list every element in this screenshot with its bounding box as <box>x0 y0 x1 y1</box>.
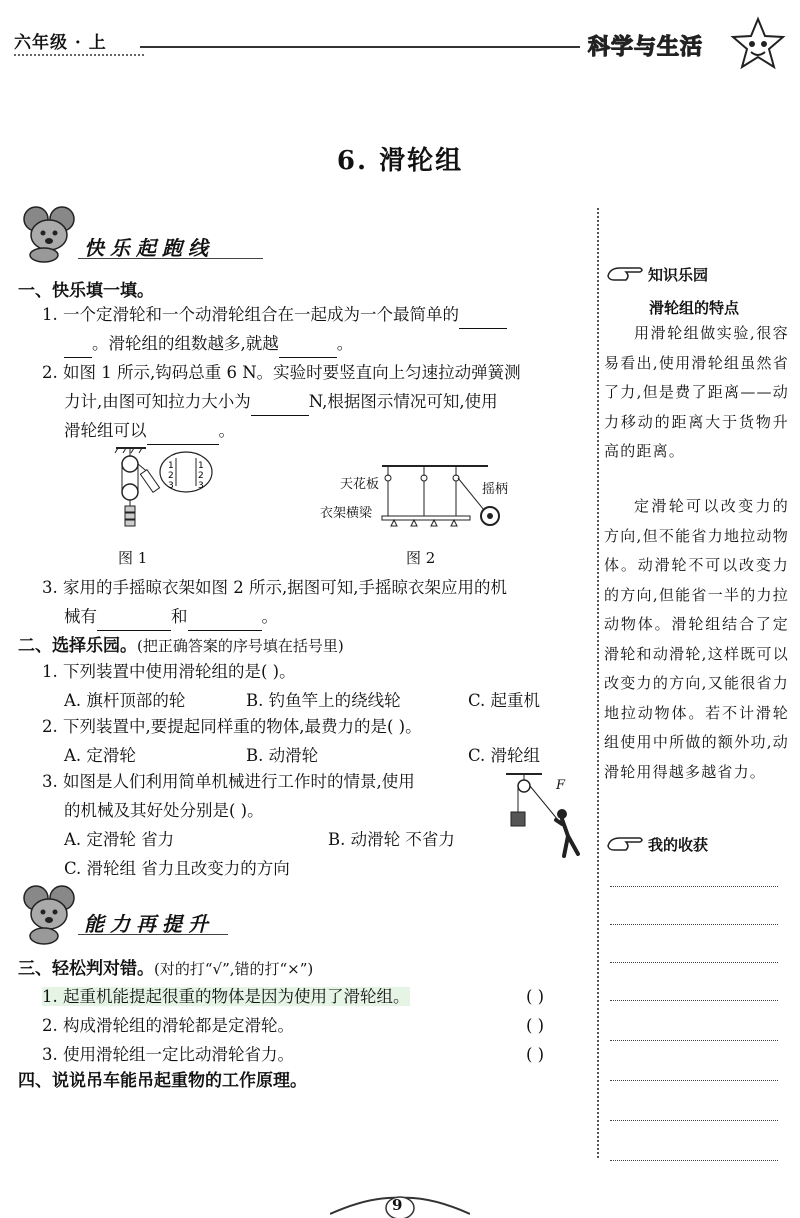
svg-text:3: 3 <box>198 481 204 491</box>
pulley-block-figure <box>110 446 220 540</box>
lesson-title: 6. 滑轮组 <box>336 146 464 176</box>
notes-line[interactable] <box>610 886 778 887</box>
q1-item3-end: 。 <box>261 607 278 626</box>
fig2-label-handle: 摇柄 <box>482 482 509 497</box>
answer-blank[interactable] <box>97 612 171 631</box>
notes-line[interactable] <box>610 1160 778 1161</box>
banner-underline <box>78 258 263 259</box>
option[interactable]: A. 定滑轮 <box>64 746 136 765</box>
judge-item: 1. 起重机能提起很重的物体是因为使用了滑轮组。 <box>42 987 410 1006</box>
option[interactable]: B. 动滑轮 <box>246 746 319 765</box>
q1-item1-text: 1. 一个定滑轮和一个动滑轮组合在一起成为一个最简单的 <box>42 305 459 324</box>
header-rule <box>140 46 580 48</box>
sidebar-heading-harvest: 我的收获 <box>648 836 709 854</box>
sidebar-paragraph: 用滑轮组做实验,很容易看出,使用滑轮组虽然省了力,但是费了距离——动力移动的距离大于货物升高的距离。 <box>604 324 789 460</box>
judge-item: 2. 构成滑轮组的滑轮都是定滑轮。 <box>42 1016 294 1035</box>
option[interactable]: A. 定滑轮 省力 <box>64 830 175 849</box>
notes-line[interactable] <box>610 1000 778 1001</box>
notes-line[interactable] <box>610 962 778 963</box>
grade-label: 六年级 · 上 <box>14 33 107 53</box>
notes-line[interactable] <box>610 1080 778 1081</box>
q1-item1-end: 。 <box>336 334 354 353</box>
q1-item2-text-3: N,根据图示情况可知,使用 <box>308 392 498 411</box>
force-label: F <box>556 778 566 793</box>
section-banner-advance: 能力再提升 <box>84 912 214 936</box>
q1-item2-text: 2. 如图 1 所示,钩码总重 6 N。实验时要竖直向上匀速拉动弹簧测 <box>42 363 521 382</box>
answer-paren[interactable]: ( ) <box>526 987 545 1006</box>
answer-paren[interactable]: ( ) <box>526 1045 545 1064</box>
column-divider <box>597 208 599 1158</box>
answer-blank[interactable] <box>147 426 219 445</box>
svg-text:1: 1 <box>168 461 174 471</box>
svg-text:2: 2 <box>198 471 204 481</box>
fig2-label-ceiling: 天花板 <box>340 477 380 492</box>
q1-item3-text-3: 和 <box>171 607 188 626</box>
book-title: 科学与生活 <box>588 34 704 60</box>
question-heading-judge: 三、轻松判对错。 <box>18 959 154 979</box>
svg-text:3: 3 <box>168 481 174 491</box>
mouse-mascot-icon <box>14 884 82 946</box>
sidebar-paragraph: 定滑轮可以改变力的方向,但不能省力地拉动物体。动滑轮不可以改变力的方向,但能省一半的力拉动物体。滑轮组结合了定滑轮和动滑轮,这样既可以改变力的方向,又能很省力地拉动物体。若不计滑轮组使用中所做的额外功,动滑轮用得越多越省力。 <box>604 497 789 781</box>
figure-caption: 图 1 <box>118 549 148 567</box>
answer-blank[interactable] <box>188 612 262 631</box>
option[interactable]: C. 起重机 <box>468 691 541 710</box>
judge-item: 3. 使用滑轮组一定比动滑轮省力。 <box>42 1045 294 1064</box>
q1-item2-end: 。 <box>218 421 235 440</box>
q1-item3-text-2: 械有 <box>64 607 97 626</box>
q2-item1-text: 1. 下列装置中使用滑轮组的是( )。 <box>42 662 296 681</box>
question-instruction: (把正确答案的序号填在括号里) <box>137 637 344 655</box>
mouse-mascot-icon <box>14 205 82 263</box>
q2-item2-text: 2. 下列装置中,要提起同样重的物体,最费力的是( )。 <box>42 717 422 736</box>
option[interactable]: C. 滑轮组 <box>468 746 541 765</box>
answer-paren[interactable]: ( ) <box>526 1016 545 1035</box>
header-dotted-rule <box>14 54 144 56</box>
sidebar-heading-knowledge: 知识乐园 <box>648 266 709 284</box>
q1-item2-text-4: 滑轮组可以 <box>64 421 147 440</box>
question-instruction: (对的打“√”,错的打“×”) <box>154 960 314 978</box>
banner-underline <box>78 934 228 935</box>
notes-line[interactable] <box>610 1040 778 1041</box>
q1-item2-text-2: 力计,由图可知拉力大小为 <box>64 392 251 411</box>
clothes-rack-figure <box>378 462 508 538</box>
section-banner-start: 快乐起跑线 <box>84 236 214 260</box>
figure-caption: 图 2 <box>406 549 436 567</box>
notes-line[interactable] <box>610 924 778 925</box>
question-heading-explain: 四、说说吊车能吊起重物的工作原理。 <box>18 1071 307 1091</box>
svg-text:2: 2 <box>168 471 174 481</box>
answer-blank[interactable] <box>251 397 309 416</box>
q1-item1-text-2: 。滑轮组的组数越多,就越 <box>92 334 279 353</box>
answer-blank[interactable] <box>279 339 337 358</box>
page-number: 9 <box>392 1196 403 1214</box>
answer-blank[interactable] <box>64 339 92 358</box>
person-pulling-pulley-figure <box>502 770 592 862</box>
q1-item3-text: 3. 家用的手摇晾衣架如图 2 所示,据图可知,手摇晾衣架应用的机 <box>42 578 507 597</box>
option[interactable]: C. 滑轮组 省力且改变力的方向 <box>64 859 290 878</box>
star-mascot-icon <box>730 16 786 72</box>
pointing-hand-icon <box>606 832 646 854</box>
fig2-label-beam: 衣架横梁 <box>320 506 373 521</box>
option[interactable]: B. 动滑轮 不省力 <box>328 830 455 849</box>
option[interactable]: B. 钓鱼竿上的绕线轮 <box>246 691 401 710</box>
pointing-hand-icon <box>606 262 646 284</box>
question-heading-fill: 一、快乐填一填。 <box>18 281 154 301</box>
q2-item3-text: 3. 如图是人们利用简单机械进行工作时的情景,使用 <box>42 772 415 791</box>
q2-item3-text-2: 的机械及其好处分别是( )。 <box>64 801 264 820</box>
option[interactable]: A. 旗杆顶部的轮 <box>64 691 186 710</box>
svg-text:1: 1 <box>198 461 204 471</box>
question-heading-choice: 二、选择乐园。 <box>18 636 137 656</box>
answer-blank[interactable] <box>459 310 507 329</box>
sidebar-subtitle: 滑轮组的特点 <box>648 299 739 317</box>
notes-line[interactable] <box>610 1120 778 1121</box>
